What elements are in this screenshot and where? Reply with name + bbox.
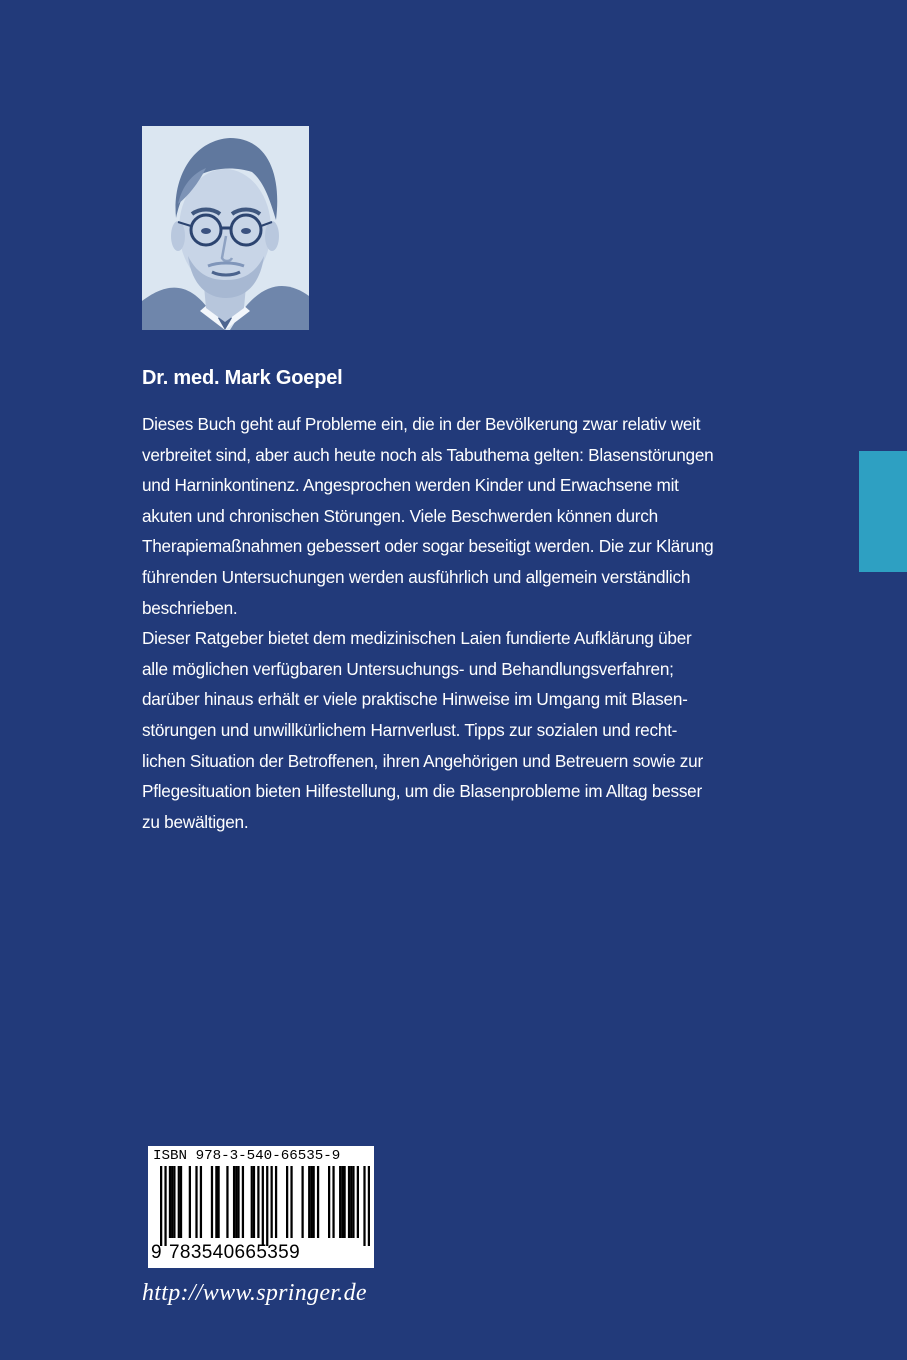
- barcode-bar: [235, 1166, 237, 1238]
- description-line: beschrieben.: [142, 597, 238, 618]
- description-line: lichen Situation der Betroffenen, ihren Angehörigen und Betreuern sowie zur: [142, 750, 703, 771]
- barcode-bar: [328, 1166, 330, 1238]
- barcode-bar: [164, 1166, 166, 1246]
- description-line: Dieses Buch geht auf Probleme ein, die in der Bevölkerung zwar relativ weit: [142, 414, 701, 434]
- barcode-bar: [368, 1166, 370, 1246]
- barcode-bar: [317, 1166, 319, 1238]
- barcode-bar: [226, 1166, 228, 1238]
- barcode-bar: [195, 1166, 197, 1238]
- side-color-tab: [859, 451, 907, 572]
- barcode-bar: [257, 1166, 259, 1238]
- barcode-bar: [275, 1166, 277, 1238]
- barcode-bar: [178, 1166, 180, 1238]
- barcode-bar: [189, 1166, 191, 1238]
- barcode-bars: [160, 1166, 370, 1246]
- barcode-bar: [310, 1166, 312, 1238]
- barcode-bar: [253, 1166, 255, 1238]
- description-line: und Harninkontinenz. Angesprochen werden Kinder und Erwachsene mit: [142, 475, 679, 496]
- description-line: Dieser Ratgeber bietet dem medizinischen Laien fundierte Aufklärung über: [142, 628, 692, 649]
- barcode-bar: [290, 1166, 292, 1238]
- barcode-bar: [350, 1166, 352, 1238]
- barcode-bar: [301, 1166, 303, 1238]
- description-line: störungen und unwillkürlichem Harnverlust. Tipps zur sozialen und recht-: [142, 719, 678, 740]
- barcode-bar: [237, 1166, 239, 1238]
- barcode-bar: [171, 1166, 173, 1238]
- barcode-bar: [211, 1166, 213, 1238]
- barcode-bar: [332, 1166, 334, 1238]
- description-line: verbreitet sind, aber auch heute noch als Tabuthema gelten: Blasenstörungen: [142, 444, 714, 465]
- barcode-bar: [173, 1166, 175, 1238]
- description-line: Therapiemaßnahmen gebessert oder sogar beseitigt werden. Die zur Klärung: [142, 536, 714, 557]
- barcode-bar: [341, 1166, 343, 1238]
- barcode-bar: [313, 1166, 315, 1238]
- barcode-bar: [339, 1166, 341, 1238]
- barcode-bar: [357, 1166, 359, 1238]
- barcode-bar: [262, 1166, 264, 1246]
- description-line: Pflegesituation bieten Hilfestellung, um die Blasenprobleme im Alltag besser: [142, 781, 702, 802]
- description-line: akuten und chronischen Störungen. Viele Beschwerden können durch: [142, 505, 658, 526]
- book-description: [142, 409, 732, 837]
- barcode-bar: [200, 1166, 202, 1238]
- description-line: alle möglichen verfügbaren Untersuchungs- und Behandlungsverfahren;: [142, 658, 674, 679]
- barcode-bar: [180, 1166, 182, 1238]
- description-line: zu bewältigen.: [142, 811, 249, 832]
- barcode-bar: [215, 1166, 217, 1238]
- description-line: führenden Untersuchungen werden ausführlich und allgemein verständlich: [142, 566, 691, 587]
- barcode-bar: [271, 1166, 273, 1238]
- publisher-url[interactable]: http://www.springer.de: [142, 1280, 367, 1306]
- barcode-bar: [233, 1166, 235, 1238]
- isbn-label: ISBN 978-3-540-66535-9: [153, 1148, 341, 1164]
- barcode-bar: [242, 1166, 244, 1238]
- barcode-bar: [217, 1166, 219, 1238]
- barcode-bar: [160, 1166, 162, 1246]
- ean-digits: 783540665359: [169, 1242, 301, 1263]
- barcode-bar: [286, 1166, 288, 1238]
- author-name: Dr. med. Mark Goepel: [142, 367, 343, 389]
- description-line: darüber hinaus erhält er viele praktische Hinweise im Umgang mit Blasen-: [142, 689, 688, 710]
- isbn-barcode: [148, 1146, 374, 1268]
- barcode-bar: [251, 1166, 253, 1238]
- barcode-bar: [352, 1166, 354, 1238]
- barcode-bar: [363, 1166, 365, 1246]
- barcode-bar: [348, 1166, 350, 1238]
- ean-first-digit: 9: [151, 1242, 162, 1263]
- barcode-bar: [266, 1166, 268, 1246]
- author-photo: [142, 126, 309, 330]
- barcode-bar: [343, 1166, 345, 1238]
- barcode-bar: [169, 1166, 171, 1238]
- barcode-bar: [308, 1166, 310, 1238]
